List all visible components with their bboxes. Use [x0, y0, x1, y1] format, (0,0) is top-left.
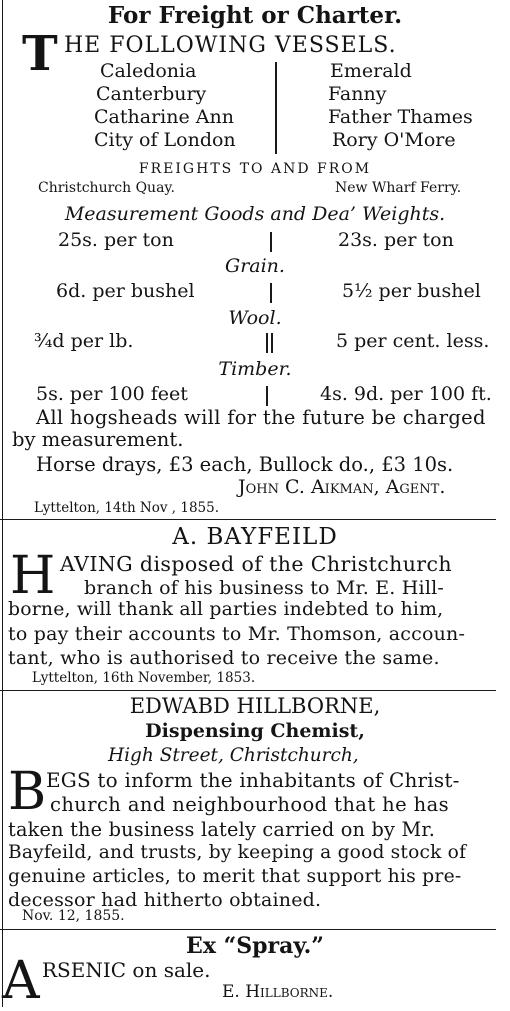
rate-right: 23s. per ton	[338, 229, 454, 251]
freight-heading: For Freight or Charter.	[107, 2, 403, 29]
drop-cap-h: H	[10, 546, 56, 606]
rate-divider	[266, 386, 268, 406]
bayfeild-text-line: borne, will thank all parties indebted to him,	[8, 599, 444, 620]
bayfeild-text-line: AVING disposed of the Christchurch	[60, 552, 452, 576]
drop-cap-t: T	[22, 26, 58, 82]
column-rule	[0, 929, 496, 930]
freights-label: FREIGHTS TO AND FROM	[138, 161, 372, 177]
chemist-text-line: genuine articles, to merit that support his pre-	[8, 866, 462, 887]
chemist-text-line: EGS to inform the inhabitants of Christ-	[46, 768, 460, 792]
agent-signature: John C. Aikman, Agent.	[238, 476, 446, 498]
arsenic-line: RSENIC on sale.	[42, 958, 211, 982]
chemist-name-heading: EDWABD HILLBORNE,	[129, 694, 381, 718]
vessel-name: City of London	[94, 129, 236, 151]
bayfeild-heading: A. BAYFEILD	[172, 524, 338, 550]
rate-divider	[271, 333, 273, 353]
vessels-divider	[275, 62, 277, 154]
vessel-name: Fanny	[328, 83, 387, 105]
from-place: Christchurch Quay.	[38, 180, 175, 196]
vessel-name: Caledonia	[100, 60, 197, 82]
hogsheads-note-cont: by measurement.	[12, 428, 184, 451]
vessel-name: Canterbury	[96, 83, 207, 105]
dateline: Lyttelton, 16th November, 1853.	[32, 670, 256, 686]
vessel-name: Rory O'More	[332, 129, 456, 151]
rate-left: 5s. per 100 feet	[36, 383, 188, 405]
bayfeild-text-line: tant, who is authorised to receive the same.	[8, 647, 440, 669]
rate-right: 5 per cent. less.	[336, 330, 490, 352]
bayfeild-text-line: branch of his business to Mr. E. Hill-	[84, 577, 444, 599]
chemist-signature: E. Hillborne.	[222, 982, 334, 1002]
rate-right: 4s. 9d. per 100 ft.	[320, 383, 492, 405]
rate-divider	[270, 232, 272, 252]
drays-rates: Horse drays, £3 each, Bullock do., £3 10s.	[36, 453, 454, 476]
cargo-category: Timber.	[218, 358, 292, 380]
dateline: Nov. 12, 1855.	[22, 908, 125, 924]
vessels-heading: HE FOLLOWING VESSELS.	[64, 33, 397, 58]
rate-left: 6d. per bushel	[56, 280, 195, 302]
drop-cap-b: B	[8, 762, 47, 822]
rate-left: ¾d per lb.	[34, 330, 134, 352]
rate-left: 25s. per ton	[58, 229, 174, 251]
chemist-text-line: taken the business lately carried on by Mr.	[8, 818, 436, 841]
left-margin-rule	[2, 0, 3, 1007]
cargo-category: Grain.	[225, 255, 285, 277]
drop-cap-a: A	[2, 951, 40, 1011]
rate-divider	[270, 283, 272, 303]
chemist-text-line: Bayfeild, and trusts, by keeping a good stock of	[8, 842, 467, 863]
rate-right: 5½ per bushel	[342, 280, 481, 302]
chemist-text-line: church and neighbourhood that he has	[50, 793, 450, 816]
cargo-category: Measurement Goods and Dea’ Weights.	[64, 203, 446, 225]
hogsheads-note: All hogsheads will for the future be charged	[36, 406, 486, 429]
chemist-text-line: decessor had hitherto obtained.	[8, 889, 322, 911]
column-rule	[0, 690, 496, 691]
cargo-category: Wool.	[228, 307, 282, 329]
rate-divider	[266, 333, 268, 353]
to-place: New Wharf Ferry.	[335, 180, 462, 196]
vessel-name: Father Thames	[328, 106, 473, 128]
vessel-name: Catharine Ann	[94, 106, 234, 128]
column-rule	[0, 519, 496, 520]
dateline: Lyttelton, 14th Nov , 1855.	[34, 500, 220, 516]
chemist-address: High Street, Christchurch,	[108, 745, 359, 766]
chemist-title: Dispensing Chemist,	[145, 720, 365, 742]
bayfeild-text-line: to pay their accounts to Mr. Thomson, accoun-	[8, 623, 466, 645]
vessel-name: Emerald	[330, 60, 412, 82]
spray-heading: Ex “Spray.”	[186, 933, 324, 959]
